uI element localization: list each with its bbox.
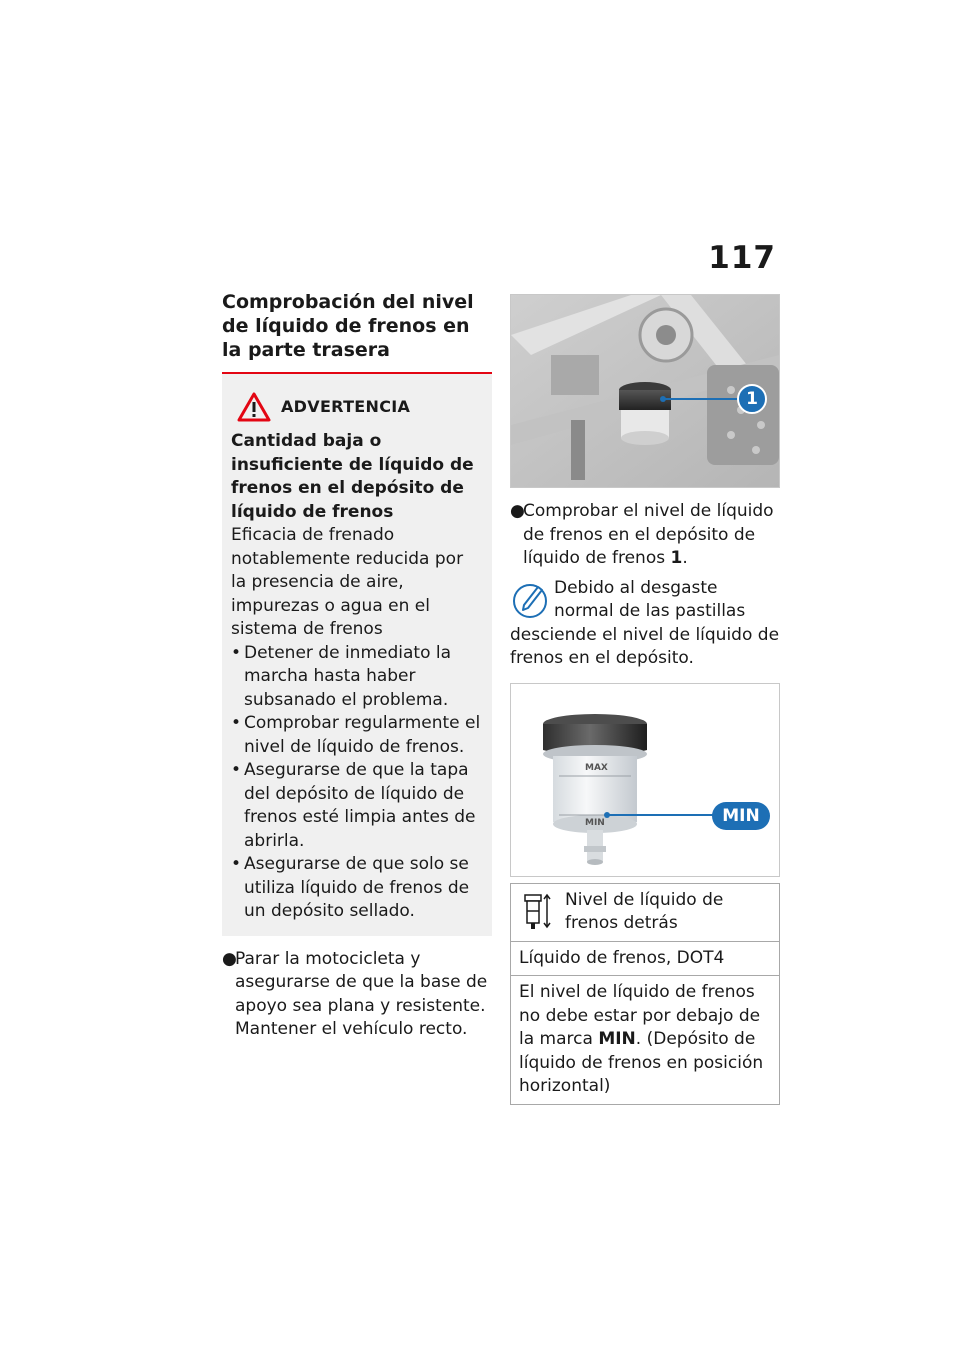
step-bullet-icon: ● (510, 501, 525, 521)
warning-header (231, 392, 482, 422)
left-column (222, 290, 492, 1042)
right-column (510, 294, 780, 1105)
info-pencil-icon (510, 577, 550, 621)
step-bullet-icon: ● (222, 948, 237, 969)
wear-note-text: Debido al desgaste normal de las pastillas desciende el nivel de líquido de frenos en el depósito. (510, 577, 780, 668)
wear-note (510, 577, 780, 671)
spec-rule-text: El nivel de líquido de frenos no debe estar por debajo de la marca (519, 982, 761, 1049)
warning-bullet: • Asegurarse de que la tapa del depósito de líquido de frenos esté limpia antes de abrirla. (231, 759, 482, 853)
warning-heading: Cantidad baja o insuficiente de líquido de frenos en el depósito de líquido de frenos (231, 431, 474, 522)
step-park (222, 948, 492, 1042)
reservoir-min-max-illustration (511, 684, 779, 876)
callout-1-label: 1 (746, 389, 758, 409)
warning-box (222, 374, 492, 936)
step-check-level (510, 500, 780, 571)
warning-bullet: • Detener de inmediato la marcha hasta haber subsanado el problema. (231, 642, 482, 713)
warning-bullet: • Asegurarse de que solo se utiliza líquido de frenos de un depósito sellado. (231, 853, 482, 924)
spec-heading: Nivel de líquido de frenos detrás (565, 889, 724, 933)
warning-bullet: • Comprobar regularmente el nivel de líquido de frenos. (231, 712, 482, 759)
step-park-text: Parar la motocicleta y asegurarse de que la base de apoyo sea plana y resistente. Mantener el vehículo recto. (235, 948, 488, 1039)
warning-bullet-list (231, 642, 482, 924)
spec-table (510, 883, 780, 1105)
warning-triangle-icon (237, 392, 271, 422)
step-check-ref: 1 (670, 548, 683, 568)
page-number: 117 (708, 240, 776, 276)
spec-heading-row (511, 884, 779, 941)
min-mark-label: MIN (585, 817, 605, 828)
step-check-text: Comprobar el nivel de líquido de frenos en el depósito de líquido de frenos (523, 501, 774, 568)
warning-label: ADVERTENCIA (281, 397, 411, 417)
warning-body: Eficacia de frenado notablemente reducida por la presencia de aire, impurezas o agua en el sistema de frenos (231, 525, 464, 639)
figure-brake-reservoir-location (510, 294, 780, 488)
spec-rule-suffix: . (Depósito de líquido de frenos en posición horizontal) (519, 1029, 764, 1096)
min-callout-label: MIN (722, 805, 760, 826)
spec-rule-mark: MIN (598, 1029, 636, 1049)
reservoir-level-icon (519, 889, 555, 933)
step-check-suffix: . (682, 548, 688, 568)
max-mark-label: MAX (585, 762, 608, 773)
spec-rule-row (511, 975, 779, 1104)
section-title: Comprobación del nivel de líquido de frenos en la parte trasera (222, 291, 474, 361)
spec-fluid-row: Líquido de frenos, DOT4 (511, 941, 779, 976)
figure-reservoir-min-max (510, 683, 780, 877)
